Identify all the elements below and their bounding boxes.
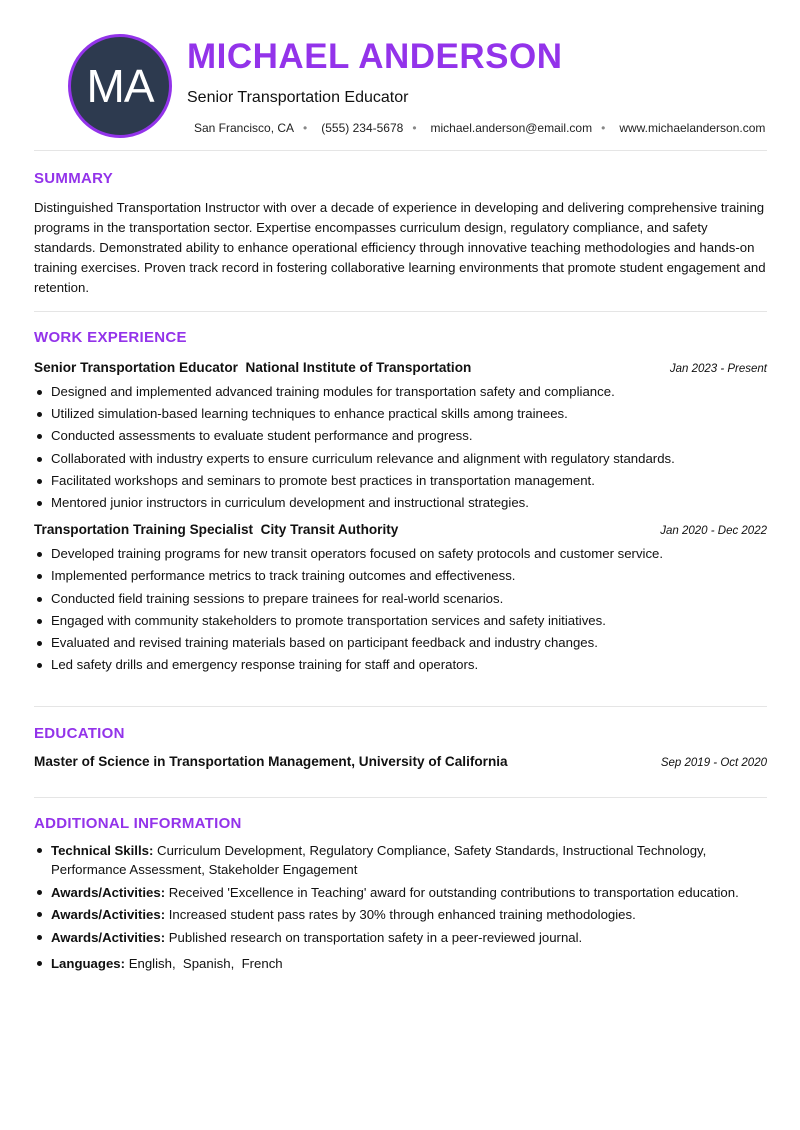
list-item: Evaluated and revised training materials based on participant feedback and industry changes.: [34, 632, 767, 654]
job-dates: Jan 2020 - Dec 2022: [660, 525, 767, 538]
list-item: [34, 841, 767, 879]
additional-heading: ADDITIONAL INFORMATION: [34, 815, 242, 832]
list-item: Conducted assessments to evaluate student performance and progress.: [34, 425, 767, 447]
job-header: [34, 360, 767, 375]
summary-section: [34, 170, 767, 298]
education-section: [34, 725, 767, 769]
job-dates: Jan 2023 - Present: [669, 363, 767, 375]
job-entry: [34, 522, 767, 676]
list-item: Conducted field training sessions to prepare trainees for real-world scenarios.: [34, 588, 767, 610]
item-label: Awards/Activities:: [51, 929, 166, 945]
avatar-initials: MA: [86, 60, 154, 112]
additional-list: [34, 841, 767, 973]
job-title: [34, 522, 398, 537]
item-text: Increased student pass rates by 30% through enhanced training methodologies.: [168, 907, 636, 922]
contact-website[interactable]: www.michaelanderson.com: [619, 121, 766, 135]
divider: [34, 150, 767, 151]
candidate-name: MICHAEL ANDERSON: [187, 37, 563, 76]
divider: [34, 797, 767, 798]
job-role: Senior Transportation Educator: [34, 360, 238, 375]
job-bullets: [34, 381, 767, 514]
additional-section: [34, 815, 767, 976]
divider: [34, 706, 767, 707]
job-company: National Institute of Transportation: [245, 360, 472, 375]
list-item: Mentored junior instructors in curriculum development and instructional strategies.: [34, 492, 767, 514]
item-text: English, Spanish, French: [128, 955, 283, 971]
divider: [34, 311, 767, 312]
item-label: Technical Skills:: [51, 843, 154, 858]
item-label: Languages:: [51, 955, 126, 971]
list-item: Led safety drills and emergency response training for staff and operators.: [34, 654, 767, 676]
summary-text: Distinguished Transportation Instructor with over a decade of experience in developing and delivering comprehensive training programs in the transportation sector. Expertise encompasses curriculum design, regulatory compliance, and safety standards. Demonstrated ability to enhance operational efficiency through innovative teaching methodologies and hands-on training exercises. Proven track record in fostering collaborative learning environments that promote student engagement and retention.: [34, 200, 766, 295]
job-company: City Transit Authority: [260, 522, 399, 538]
list-item: Designed and implemented advanced training modules for transportation safety and compliance.: [34, 381, 767, 403]
item-text: Curriculum Development, Regulatory Compliance, Safety Standards, Instructional Technology, Performance Assessment, Stakeholder Engagement: [51, 843, 707, 877]
contact-location: San Francisco, CA: [194, 121, 295, 135]
list-item: [34, 905, 767, 924]
separator-dot: •: [412, 121, 417, 135]
education-entry: [34, 754, 767, 769]
list-item: Facilitated workshops and seminars to promote best practices in transportation management.: [34, 470, 767, 492]
item-label: Awards/Activities:: [51, 884, 166, 900]
contact-line: [194, 121, 766, 135]
education-dates: Sep 2019 - Oct 2020: [660, 757, 767, 769]
list-item: [34, 883, 767, 902]
list-item: [34, 954, 767, 973]
list-item: Utilized simulation-based learning techniques to enhance practical skills among trainees.: [34, 403, 767, 425]
item-text: Published research on transportation safety in a peer-reviewed journal.: [168, 929, 583, 945]
job-bullets: [34, 543, 767, 676]
avatar: [68, 34, 172, 138]
experience-heading: WORK EXPERIENCE: [34, 329, 187, 346]
contact-email[interactable]: michael.anderson@email.com: [430, 121, 593, 135]
job-title: [34, 360, 471, 375]
separator-dot: •: [303, 121, 308, 135]
job-role: Transportation Training Specialist: [34, 522, 254, 538]
contact-phone: (555) 234-5678: [321, 121, 404, 135]
list-item: [34, 928, 767, 947]
separator-dot: •: [601, 121, 606, 135]
list-item: Engaged with community stakeholders to promote transportation services and safety initiatives.: [34, 610, 767, 632]
item-label: Awards/Activities:: [51, 907, 166, 922]
job-entry: [34, 360, 767, 514]
education-heading: EDUCATION: [34, 725, 125, 742]
item-text: Received 'Excellence in Teaching' award for outstanding contributions to transportation education.: [168, 884, 739, 900]
degree: Master of Science in Transportation Management, University of California: [34, 754, 508, 769]
candidate-title: Senior Transportation Educator: [187, 89, 409, 106]
resume-header: [34, 0, 767, 151]
list-item: Collaborated with industry experts to ensure curriculum relevance and alignment with regulatory standards.: [34, 448, 767, 470]
list-item: Implemented performance metrics to track training outcomes and effectiveness.: [34, 565, 767, 587]
job-header: [34, 522, 767, 537]
header-text: [187, 36, 766, 135]
experience-section: [34, 329, 767, 676]
list-item: Developed training programs for new transit operators focused on safety protocols and customer service.: [34, 543, 767, 565]
summary-heading: SUMMARY: [34, 170, 114, 187]
